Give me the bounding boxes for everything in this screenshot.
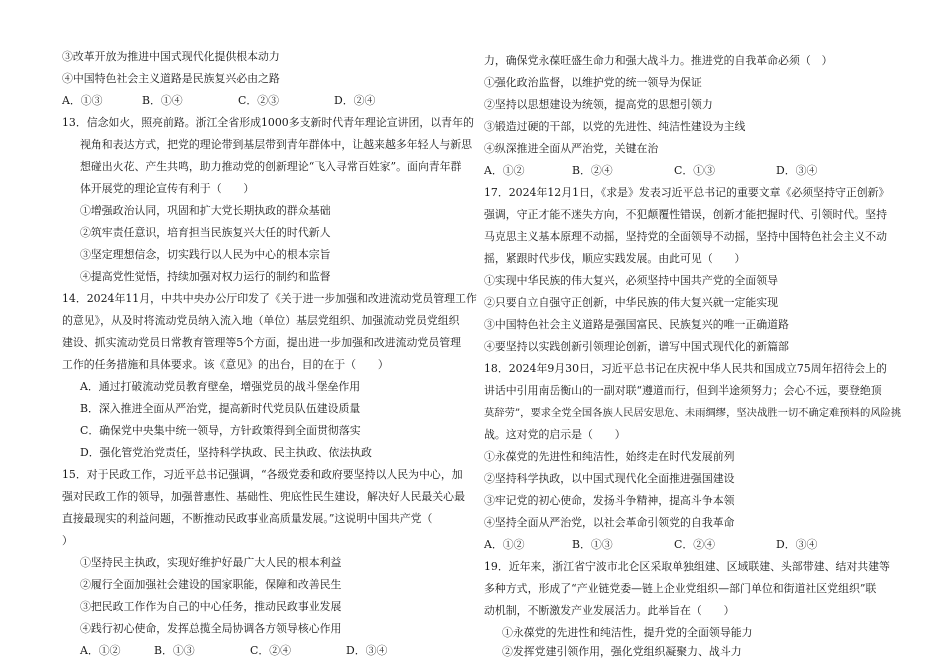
q14-option-b: B．深入推进全面从严治党，提高新时代党员队伍建设质量: [80, 402, 361, 415]
q13-stem-line: 13．信念如火，照亮前路。浙江全省形成1000多支新时代青年理论宣讲团，以青年的: [62, 116, 474, 129]
q15-options: [80, 644, 387, 658]
q12-option-c: C．②③: [238, 94, 280, 107]
q18-option-b: B．①③: [572, 538, 613, 551]
q18-statement-1: ①永葆党的先进性和纯洁性，始终走在时代发展前列: [484, 450, 735, 463]
q13-statement-2: ②筑牢责任意识，培育担当民族复兴大任的时代新人: [80, 226, 331, 239]
q17-stem-line: 摇，紧跟时代步伐，顺应实践发展。由此可见（ ）: [484, 252, 746, 265]
q19-stem-line: 多种方式，形成了“产业链党委—链上企业党组织—部门单位和街道社区党组织”联: [484, 582, 877, 595]
q18-stem-line: 莫辞劳”，要求全党全国各族人民居安思危、未雨绸缪，坚决战胜一切不确定难预料的风险挑: [484, 407, 902, 419]
q12-option-a: A．①③: [62, 94, 103, 107]
q13-statement-1: ①增强政治认同，巩固和扩大党长期执政的群众基础: [80, 204, 331, 217]
q16-options: [484, 164, 817, 178]
q16-statement-3: ③锻造过硬的干部，以党的先进性、纯洁性建设为主线: [484, 120, 746, 133]
q12-option-d: D．②④: [334, 94, 376, 107]
q16-option-b: B．②④: [572, 164, 613, 177]
q12-option-b: B．①④: [142, 94, 183, 107]
q13-statement-4: ④提高党性觉悟，持续加强对权力运行的制约和监督: [80, 270, 331, 283]
q12-statement-4: ④中国特色社会主义道路是民族复兴必由之路: [62, 72, 280, 85]
q18-options: [484, 538, 817, 552]
q13-stem-line: 体开展党的理论宣传有利于（ ）: [80, 182, 255, 195]
q12-options: [62, 94, 375, 108]
q16-stem-cont: 力，确保党永葆旺盛生命力和强大战斗力。推进党的自我革命必须（ ）: [484, 54, 833, 67]
q14-stem-line: 14．2024年11月，中共中央办公厅印发了《关于进一步加强和改进流动党员管理工作: [62, 292, 477, 305]
q15-option-c: C．②④: [250, 644, 292, 657]
q19-statement-1: ①永葆党的先进性和纯洁性，提升党的全面领导能力: [502, 626, 753, 639]
q14-stem-line: 建设、抓实流动党员日常教育管理等5个方面，提出进一步加强和改进流动党员管理: [62, 336, 461, 349]
q16-option-c: C．①③: [674, 164, 716, 177]
q15-option-d: D．③④: [346, 644, 388, 657]
q19-stem-line: 19．近年来，浙江省宁波市北仑区采取单独组建、区域联建、头部带建、结对共建等: [484, 560, 890, 573]
q13-statement-3: ③坚定理想信念，切实践行以人民为中心的根本宗旨: [80, 248, 331, 261]
q18-option-a: A．①②: [484, 538, 525, 551]
q16-statement-4: ④纵深推进全面从严治党，关键在治: [484, 142, 659, 155]
q15-statement-2: ②履行全面加强社会建设的国家职能，保障和改善民生: [80, 578, 342, 591]
q16-option-d: D．③④: [776, 164, 818, 177]
q12-statement-3: ③改革开放为推进中国式现代化提供根本动力: [62, 50, 280, 63]
q18-statement-4: ④坚持全面从严治党，以社会革命引领党的自我革命: [484, 516, 735, 529]
q18-stem-line: 战。这对党的启示是（ ）: [484, 428, 626, 441]
q18-stem-line: 讲话中引用南岳衡山的一副对联“遵道而行，但到半途须努力；会心不远，要登绝顶: [484, 384, 882, 397]
q15-statement-3: ③把民政工作作为自己的中心任务，推动民政事业发展: [80, 600, 342, 613]
q19-statement-2: ②发挥党建引领作用，强化党组织凝聚力、战斗力: [502, 645, 742, 658]
q15-stem-line: 直接最现实的利益问题，不断推动民政事业高质量发展。”这说明中国共产党（: [62, 512, 433, 525]
q17-stem-line: 强调，守正才能不迷失方向，不犯颠覆性错误，创新才能把握时代、引领时代。坚持: [484, 208, 887, 221]
q18-option-c: C．②④: [674, 538, 716, 551]
q16-option-a: A．①②: [484, 164, 525, 177]
q17-statement-4: ④要坚持以实践创新引领理论创新，谱写中国式现代化的新篇部: [484, 340, 789, 353]
q17-stem-line: 马克思主义基本原理不动摇，坚持党的全面领导不动摇，坚持中国特色社会主义不动: [484, 230, 887, 243]
q16-statement-1: ①强化政治监督，以维护党的统一领导为保证: [484, 76, 702, 89]
q15-statement-1: ①坚持民主执政，实现好维护好最广大人民的根本利益: [80, 556, 342, 569]
q15-stem-line: 15．对于民政工作，习近平总书记强调，“各级党委和政府要坚持以人民为中心，加: [62, 468, 463, 481]
q14-stem-line: 工作的任务措施和具体要求。该《意见》的出台，目的在于（ ）: [62, 358, 389, 371]
q14-stem-line: 的意见》，从及时将流动党员纳入流入地（单位）基层党组织、加强流动党员党组织: [62, 314, 460, 327]
q18-statement-3: ③牢记党的初心使命，发扬斗争精神，提高斗争本领: [484, 494, 735, 507]
q18-option-d: D．③④: [776, 538, 818, 551]
q14-option-a: A．通过打破流动党员教育壁垒，增强党员的战斗堡垒作用: [80, 380, 361, 393]
q18-stem-line: 18．2024年9月30日，习近平总书记在庆祝中华人民共和国成立75周年招待会上的: [484, 362, 887, 375]
q18-statement-2: ②坚持科学执政，以中国式现代化全面推进强国建设: [484, 472, 735, 485]
q14-option-c: C．确保党中央集中统一领导，方针政策得到全面贯彻落实: [80, 424, 361, 437]
q17-stem-line: 17．2024年12月1日，《求是》发表习近平总书记的重要文章《必须坚持守正创新》: [484, 186, 890, 199]
q19-stem-line: 动机制，不断激发产业发展活力。此举旨在（ ）: [484, 604, 735, 617]
q14-option-d: D．强化管党治党责任，坚持科学执政、民主执政、依法执政: [80, 446, 372, 459]
q17-statement-2: ②只要自立自强守正创新，中华民族的伟大复兴就一定能实现: [484, 296, 779, 309]
q15-stem-line: ）: [62, 534, 73, 547]
q17-statement-3: ③中国特色社会主义道路是强国富民、民族复兴的唯一正确道路: [484, 318, 789, 331]
q15-stem-line: 强对民政工作的领导，加强普惠性、基础性、兜底性民生建设，解决好人民最关心最: [62, 490, 465, 503]
q15-option-a: A．①②: [80, 644, 121, 657]
q15-statement-4: ④践行初心使命，发挥总揽全局协调各方领导核心作用: [80, 622, 342, 635]
q13-stem-line: 视角和表达方式，把党的理论带到基层带到青年群体中，让越来越多年轻人与新思: [80, 138, 473, 151]
q15-option-b: B．①③: [154, 644, 195, 657]
q16-statement-2: ②坚持以思想建设为统领，提高党的思想引领力: [484, 98, 713, 111]
q13-stem-line: 想碰出火花、产生共鸣，助力推动党的创新理论“飞入寻常百姓家”。面向青年群: [80, 160, 462, 173]
q17-statement-1: ①实现中华民族的伟大复兴，必须坚持中国共产党的全面领导: [484, 274, 779, 287]
